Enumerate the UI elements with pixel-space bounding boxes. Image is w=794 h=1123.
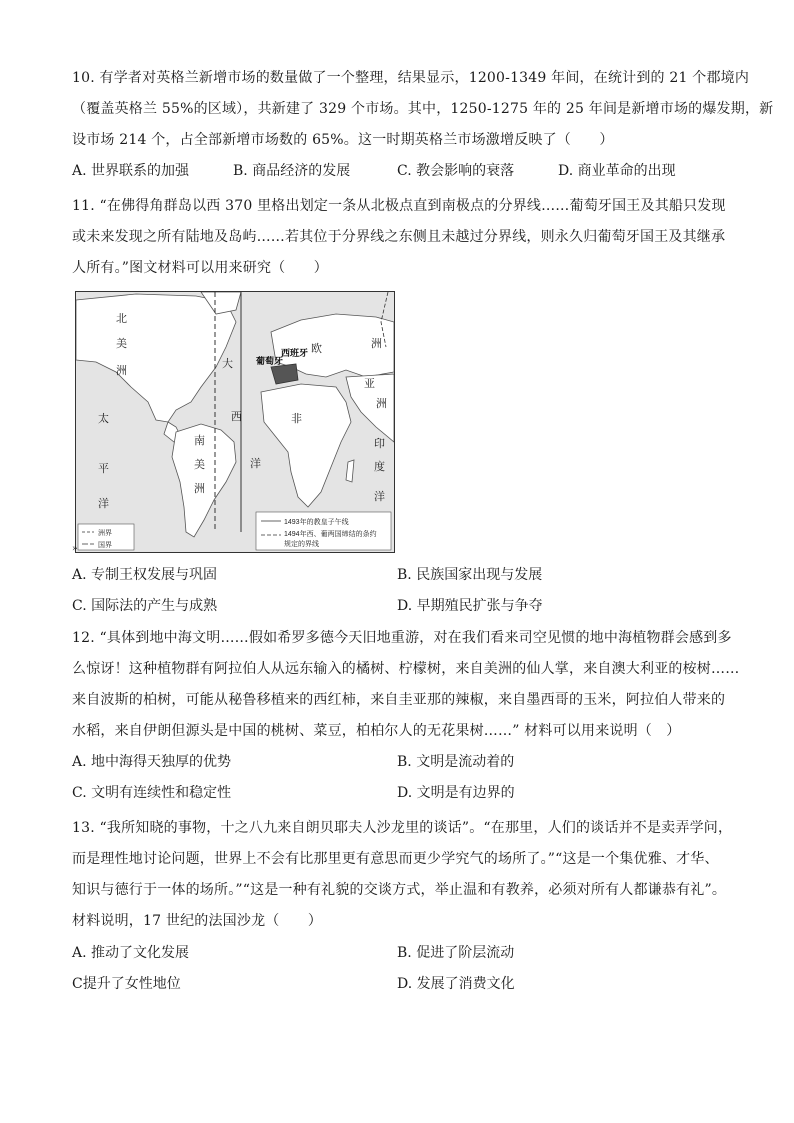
q11-option-c[interactable]: C. 国际法的产生与成熟 <box>72 598 218 614</box>
legend-treaty-line-2: 规定的界线 <box>284 541 319 548</box>
legend-treaty-line-1: 1494年西、葡两国缔结的条约 <box>284 531 377 538</box>
label-asia-1: 亚 <box>364 378 375 390</box>
q10-option-d[interactable]: D. 商业革命的出现 <box>558 163 676 179</box>
q12-option-d[interactable]: D. 文明是有边界的 <box>397 785 515 801</box>
q13-option-a[interactable]: A. 推动了文化发展 <box>72 945 190 961</box>
q10-stem-line-3: 设市场 214 个，占全部新增市场数的 65%。这一时期英格兰市场激增反映了（ ） <box>72 132 614 148</box>
q12-option-b[interactable]: B. 文明是流动着的 <box>397 754 515 770</box>
label-asia-2: 洲 <box>376 398 387 410</box>
q13-option-b[interactable]: B. 促进了阶层流动 <box>397 945 515 961</box>
q12-stem-line-4: 水稻，来自伊朗但源头是中国的桃树、菜豆，柏柏尔人的无花果树……” 材料可以用来说明（ ） <box>72 723 681 739</box>
q12-stem-line-3: 来自波斯的柏树，可能从秘鲁移植来的西红柿，来自圭亚那的辣椒，来自墨西哥的玉米，阿拉伯人带来的 <box>72 692 726 708</box>
label-pacific-3: 洋 <box>98 498 109 510</box>
q13-stem-line-1: 13. “我所知晓的事物，十之八九来自朗贝耶夫人沙龙里的谈话”。“在那里，人们的谈话并不是卖弄学问， <box>72 820 733 836</box>
q11-stem-line-2: 或未来发现之所有陆地及岛屿……若其位于分界线之东侧且未越过分界线，则永久归葡萄牙国王及其继承 <box>72 229 726 245</box>
legend-country-boundary: 国界 <box>98 542 112 549</box>
q10-stem-line-2: （覆盖英格兰 55%的区域），共新建了 329 个市场。其中，1250-1275 年的 25 年间是新增市场的爆发期，新 <box>72 101 774 117</box>
q13-stem-line-2: 而是理性地讨论问题，世界上不会有比那里更有意思而更少学究气的场所了。”“这是一个集优雅、才华、 <box>72 851 719 867</box>
legend-papal-meridian: 1493年的教皇子午线 <box>284 519 349 526</box>
label-north-america-2: 美 <box>116 338 127 350</box>
q10-stem-line-1: 10. 有学者对英格兰新增市场的数量做了一个整理，结果显示，1200-1349 年间，在统计到的 21 个郡境内 <box>72 70 750 86</box>
q13-stem-line-3: 知识与德行于一体的场所。”“这是一种有礼貌的交谈方式，举止温和有教养，必须对所有人都谦恭有礼”。 <box>72 882 727 898</box>
label-south-america-2: 美 <box>194 459 205 471</box>
label-south-america-3: 洲 <box>194 483 205 495</box>
label-north-america-3: 洲 <box>116 365 127 377</box>
label-portugal: 葡萄牙 <box>256 356 284 366</box>
label-atlantic-2: 西 <box>231 411 242 423</box>
label-indian-1: 印 <box>374 438 385 450</box>
q10-option-c[interactable]: C. 教会影响的衰落 <box>397 163 515 179</box>
label-europe-1: 欧 <box>311 343 322 355</box>
q11-option-b[interactable]: B. 民族国家出现与发展 <box>397 567 543 583</box>
q12-option-a[interactable]: A. 地中海得天独厚的优势 <box>72 754 232 770</box>
q13-stem-line-4: 材料说明，17 世纪的法国沙龙（ ） <box>72 913 323 929</box>
legend-continent-boundary: 洲界 <box>98 530 112 537</box>
q13-option-c[interactable]: C提升了女性地位 <box>72 976 181 992</box>
label-pacific-1: 太 <box>98 413 109 425</box>
label-indian-2: 度 <box>374 461 385 473</box>
q12-option-c[interactable]: C. 文明有连续性和稳定性 <box>72 785 232 801</box>
label-south-america-1: 南 <box>194 435 205 447</box>
label-atlantic-1: 大 <box>222 358 233 370</box>
label-spain: 西班牙 <box>281 348 309 358</box>
label-pacific-2: 平 <box>98 463 109 475</box>
label-north-america-1: 北 <box>116 313 127 325</box>
map-figure <box>75 291 395 553</box>
label-europe-2: 洲 <box>371 338 382 350</box>
q13-option-d[interactable]: D. 发展了消费文化 <box>397 976 515 992</box>
iberia-land <box>271 364 298 384</box>
q12-stem-line-1: 12. “具体到地中海文明……假如希罗多德今天旧地重游，对在我们看来司空见惯的地中海植物群会感到多 <box>72 630 732 646</box>
figure-marker: » <box>72 544 78 554</box>
world-map-svg <box>76 292 394 552</box>
label-africa: 非 <box>291 413 302 425</box>
q11-option-d[interactable]: D. 早期殖民扩张与争夺 <box>397 598 543 614</box>
label-indian-3: 洋 <box>374 491 385 503</box>
q12-stem-line-2: 么惊讶！这种植物群有阿拉伯人从远东输入的橘树、柠檬树，来自美洲的仙人掌，来自澳大利亚的桉树…… <box>72 661 740 677</box>
q10-option-a[interactable]: A. 世界联系的加强 <box>72 163 190 179</box>
q10-option-b[interactable]: B. 商品经济的发展 <box>233 163 351 179</box>
q11-stem-line-1: 11. “在佛得角群岛以西 370 里格出划定一条从北极点直到南极点的分界线……葡萄牙国王及其船只发现 <box>72 198 726 214</box>
label-atlantic-3: 洋 <box>250 458 261 470</box>
q11-stem-line-3: 人所有。”图文材料可以用来研究（ ） <box>72 260 328 276</box>
q11-option-a[interactable]: A. 专制王权发展与巩固 <box>72 567 218 583</box>
